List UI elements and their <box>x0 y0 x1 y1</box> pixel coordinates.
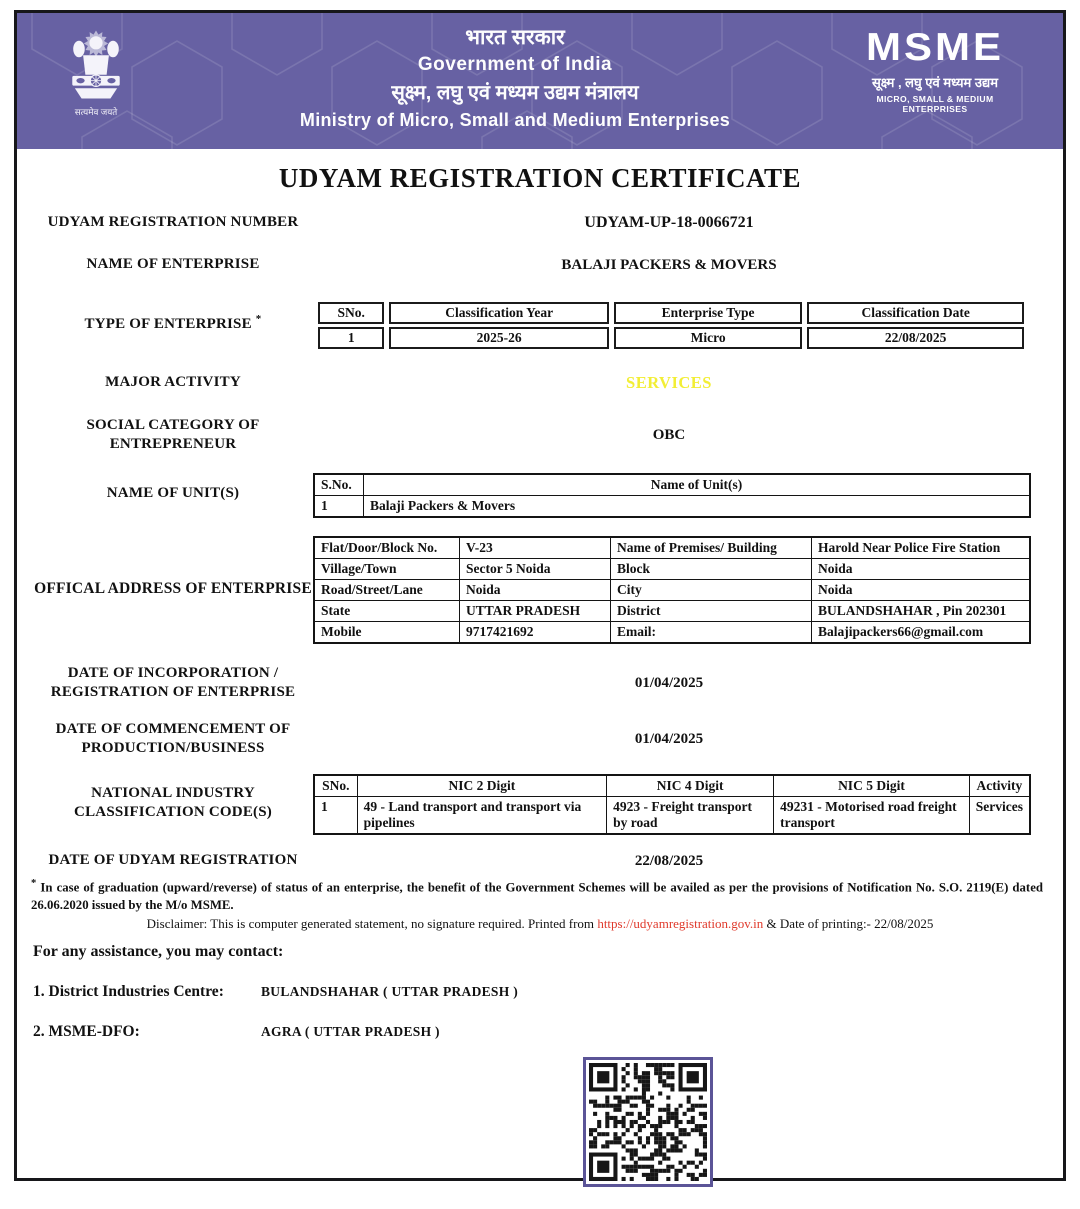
contact-item-msme-dfo <box>33 1023 440 1041</box>
contact-heading: For any assistance, you may contact: <box>33 943 284 960</box>
enterprise-name-value: BALAJI PACKERS & MOVERS <box>561 256 777 273</box>
udyam-reg-date-value: 22/08/2025 <box>634 852 704 869</box>
row-udyam-reg-date <box>33 849 1025 873</box>
address-cell: Village/Town <box>314 559 460 580</box>
row-udyam-registration-number <box>33 211 1025 235</box>
govt-hindi-text: भारत सरकार <box>465 26 565 49</box>
incorporation-date-label: DATE OF INCORPORATION / REGISTRATION OF ENTERPRISE <box>50 664 296 700</box>
address-cell: Flat/Door/Block No. <box>314 537 460 559</box>
urn-value: UDYAM-UP-18-0066721 <box>584 214 754 231</box>
address-cell: City <box>611 580 812 601</box>
classification-table-wrap <box>313 299 1029 352</box>
major-activity-value: SERVICES <box>626 373 712 392</box>
disclaimer <box>17 916 1063 932</box>
address-cell: BULANDSHAHAR , Pin 202301 <box>812 601 1031 622</box>
address-cell: Block <box>611 559 812 580</box>
address-cell: Noida <box>460 580 611 601</box>
header-banner <box>17 13 1063 149</box>
msme-logo-english: MICRO, SMALL & MEDIUM ENTERPRISES <box>876 93 994 114</box>
classification-header-type: Enterprise Type <box>614 302 802 324</box>
address-row-1 <box>314 537 1030 559</box>
address-table <box>313 536 1031 644</box>
classification-header-row <box>318 302 1024 324</box>
address-table-wrap <box>313 536 1031 644</box>
units-sno: 1 <box>314 496 364 518</box>
address-cell: Email: <box>611 622 812 644</box>
social-category-value: OBC <box>652 426 686 443</box>
address-row-3 <box>314 580 1030 601</box>
enterprise-name-label: NAME OF ENTERPRISE <box>86 256 260 273</box>
social-category-label: SOCIAL CATEGORY OF ENTREPRENEUR <box>86 416 260 452</box>
nic-2digit: 49 - Land transport and transport via pipelines <box>357 797 606 835</box>
nic-header-row <box>314 775 1030 797</box>
nic-table-wrap <box>313 774 1031 835</box>
units-data-row <box>314 496 1030 518</box>
footnote <box>31 877 1043 914</box>
address-cell: Balajipackers66@gmail.com <box>812 622 1031 644</box>
type-of-enterprise-asterisk: * <box>255 312 262 325</box>
msme-logo-text: MSME <box>866 24 1004 69</box>
address-row-4 <box>314 601 1030 622</box>
classification-table <box>313 299 1029 352</box>
address-cell: 9717421692 <box>460 622 611 644</box>
dic-label: 1. District Industries Centre: <box>33 983 224 1000</box>
address-cell: Sector 5 Noida <box>460 559 611 580</box>
footnote-marker: * <box>31 878 37 889</box>
nic-data-row <box>314 797 1030 835</box>
address-cell: UTTAR PRADESH <box>460 601 611 622</box>
qr-code <box>583 1057 713 1187</box>
nic-sno: 1 <box>314 797 357 835</box>
nic-header-4digit: NIC 4 Digit <box>607 775 774 797</box>
address-cell: Noida <box>812 580 1031 601</box>
udyam-reg-date-label: DATE OF UDYAM REGISTRATION <box>48 852 298 869</box>
address-cell: Noida <box>812 559 1031 580</box>
ministry-english-text: Ministry of Micro, Small and Medium Enterprises <box>299 109 731 130</box>
classification-type: Micro <box>614 327 802 349</box>
certificate-title: UDYAM REGISTRATION CERTIFICATE <box>278 163 802 193</box>
msme-logo-hindi: सूक्ष्म , लघु एवं मध्यम उद्यम <box>872 74 998 90</box>
address-row-5 <box>314 622 1030 644</box>
major-activity-label: MAJOR ACTIVITY <box>105 374 241 391</box>
units-table <box>313 473 1031 518</box>
row-commencement-date <box>33 717 1025 761</box>
nic-codes-label: NATIONAL INDUSTRY CLASSIFICATION CODE(S) <box>74 784 272 820</box>
address-cell: Mobile <box>314 622 460 644</box>
msme-dfo-value: AGRA ( UTTAR PRADESH ) <box>261 1024 440 1039</box>
classification-sno: 1 <box>318 327 384 349</box>
type-of-enterprise-label-text: TYPE OF ENTERPRISE <box>84 315 252 332</box>
certificate-page <box>14 10 1066 1181</box>
classification-header-date: Classification Date <box>807 302 1024 324</box>
msme-dfo-label: 2. MSME-DFO: <box>33 1023 140 1040</box>
nic-header-2digit: NIC 2 Digit <box>357 775 606 797</box>
msme-logo <box>851 24 1019 114</box>
address-cell: V-23 <box>460 537 611 559</box>
urn-label: UDYAM REGISTRATION NUMBER <box>47 214 299 231</box>
nic-header-activity: Activity <box>969 775 1030 797</box>
row-social-category <box>33 413 1025 457</box>
address-cell: State <box>314 601 460 622</box>
qr-code-svg <box>589 1063 707 1181</box>
classification-date: 22/08/2025 <box>807 327 1024 349</box>
disclaimer-suffix: & Date of printing:- 22/08/2025 <box>763 916 934 931</box>
row-major-activity <box>33 371 1025 395</box>
row-enterprise-name <box>33 253 1025 277</box>
emblem-motto: सत्यमेव जयते <box>74 107 118 118</box>
udyam-registration-link[interactable]: https://udyamregistration.gov.in <box>597 916 764 931</box>
incorporation-date-value: 01/04/2025 <box>634 674 704 691</box>
footnote-text: In case of graduation (upward/reverse) of status of an enterprise, the benefit of the Government Schemes will be availed as per the provisions of Notification No. S.O. 2119(E) dated 26.06.2020 issued by the M/o MSME. <box>31 880 1043 912</box>
classification-data-row <box>318 327 1024 349</box>
ministry-hindi-text: सूक्ष्म, लघु एवं मध्यम उद्यम मंत्रालय <box>391 81 639 104</box>
nic-activity: Services <box>969 797 1030 835</box>
classification-header-sno: SNo. <box>318 302 384 324</box>
name-of-units-label: NAME OF UNIT(S) <box>106 485 240 502</box>
address-cell: District <box>611 601 812 622</box>
nic-header-5digit: NIC 5 Digit <box>774 775 970 797</box>
govt-english-text: Government of India <box>417 54 613 76</box>
nic-4digit: 4923 - Freight transport by road <box>607 797 774 835</box>
row-incorporation-date <box>33 661 1025 705</box>
type-of-enterprise-label <box>33 312 313 335</box>
units-header-name: Name of Unit(s) <box>364 474 1031 496</box>
national-emblem <box>63 29 129 140</box>
classification-year: 2025-26 <box>389 327 609 349</box>
contact-item-dic <box>33 983 518 1001</box>
nic-5digit: 49231 - Motorised road freight transport <box>774 797 970 835</box>
address-row-2 <box>314 559 1030 580</box>
address-cell: Name of Premises/ Building <box>611 537 812 559</box>
classification-header-year: Classification Year <box>389 302 609 324</box>
dic-value: BULANDSHAHAR ( UTTAR PRADESH ) <box>261 984 519 999</box>
official-address-label: OFFICAL ADDRESS OF ENTERPRISE <box>34 579 312 597</box>
commencement-date-label: DATE OF COMMENCEMENT OF PRODUCTION/BUSINESS <box>55 720 291 756</box>
commencement-date-value: 01/04/2025 <box>634 730 704 747</box>
nic-header-sno: SNo. <box>314 775 357 797</box>
header-titles <box>197 25 833 134</box>
address-cell: Harold Near Police Fire Station <box>812 537 1031 559</box>
nic-table <box>313 774 1031 835</box>
address-cell: Road/Street/Lane <box>314 580 460 601</box>
units-header-sno: S.No. <box>314 474 364 496</box>
units-header-row <box>314 474 1030 496</box>
disclaimer-prefix: Disclaimer: This is computer generated statement, no signature required. Printed from <box>146 916 598 931</box>
units-table-wrap <box>313 473 1031 518</box>
units-name: Balaji Packers & Movers <box>364 496 1031 518</box>
